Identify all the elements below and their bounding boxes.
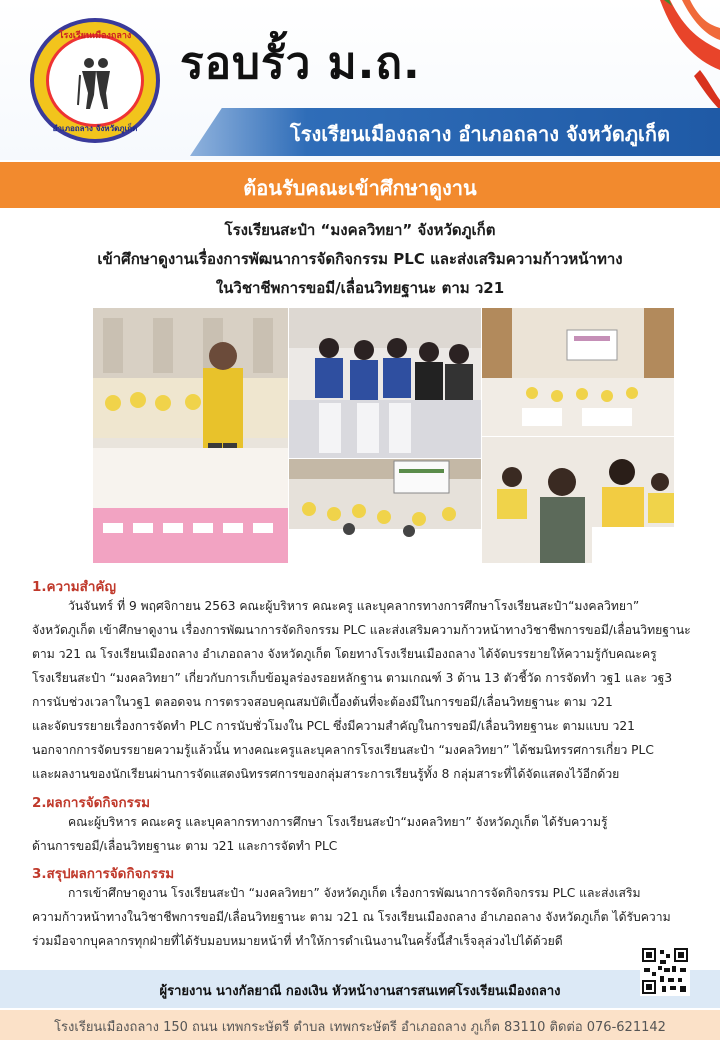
photo-audience-blue [289,308,481,458]
photo-presentation-screen [289,459,481,563]
text-line: วันจันทร์ ที่ 9 พฤศจิกายน 2563 คณะผู้บริหาร คณะครู และบุคลากรทางการศึกษาโรงเรียนสะป๋า“มงคลวิทยา” [68,599,640,613]
photo-hall-projector [482,308,674,436]
photo-teachers-seated [482,437,674,563]
text-line: ด้านการขอมี/เลื่อนวิทยฐานะ ตาม ว21 และการจัดทำ PLC [32,839,338,853]
subtitle-line-2: เข้าศึกษาดูงานเรื่องการพัฒนาการจัดกิจกรรม PLC และส่งเสริมความก้าวหน้าทาง [97,250,623,268]
text-line: ร่วมมือจากบุคลากรทุกฝ่ายที่ได้รับมอบหมายหน้าที่ ทำให้การดำเนินงานในครั้งนี้สำเร็จลุล่วงไปได้ด้วยดี [32,934,563,948]
qr-code-icon[interactable] [640,946,690,996]
section-body-summary [32,881,696,953]
section-body-results [32,810,696,858]
section-heading-results: 2.ผลการจัดกิจกรรม [32,795,151,811]
text-line: การเข้าศึกษาดูงาน โรงเรียนสะป๋า “มงคลวิทยา” จังหวัดภูเก็ต เรื่องการพัฒนาการจัดกิจกรรม PLC และส่งเสริม [68,886,641,900]
text-line: การนับช่วงเวลาในวฐ1 ตลอดจน การตรวจสอบคุณสมบัติเบื้องต้นที่จะต้องมีในการขอมี/เลื่อนวิทยฐานะ ตาม ว21 [32,695,613,709]
school-address: โรงเรียนเมืองถลาง 150 ถนน เทพกระษัตรี ตำบล เทพกระษัตรี อำเภอถลาง ภูเก็ต 83110 ติดต่อ 076-621142 [54,1020,666,1035]
text-line: และผลงานของนักเรียนผ่านการจัดแสดงนิทรรศการของกลุ่มสาระการเรียนรู้ทั้ง 8 กลุ่มสาระที่ได้จัดแสดงไว้อีกด้วย [32,767,620,781]
text-line: และจัดบรรยายเรื่องการจัดทำ PLC การนับชั่วโมงใน PCL ซึ่งมีความสำคัญในการขอมี/เลื่อนวิทยฐานะ ตามแบบ ว21 [32,719,635,733]
subtitle-line-1: โรงเรียนสะป๋า “มงคลวิทยา” จังหวัดภูเก็ต [224,221,496,239]
text-line: โรงเรียนสะป๋า “มงคลวิทยา” เกี่ยวกับการเก็บข้อมูลร่องรอยหลักฐาน ตามเกณฑ์ 3 ด้าน 13 ตัวชี้วัด การจัดทำ วฐ1 และ วฐ3 [32,671,673,685]
chili-decoration-icon [630,0,720,110]
section-heading-importance: 1.ความสำคัญ [32,579,116,595]
text-line: คณะผู้บริหาร คณะครู และบุคลากรทางการศึกษา โรงเรียนสะป๋า“มงคลวิทยา” จังหวัดภูเก็ต ได้รับความรู้ [68,815,608,829]
school-name: โรงเรียนเมืองถลาง อำเภอถลาง จังหวัดภูเก็ต [290,122,670,146]
headline: ต้อนรับคณะเข้าศึกษาดูงาน [243,176,477,200]
reporter-credit: ผู้รายงาน นางกัลยาณี กองเงิน หัวหน้างานสารสนเทศโรงเรียนเมืองถลาง [159,984,561,999]
logo-figures-icon [76,55,116,111]
subtitle-line-3: ในวิชาชีพการขอมี/เลื่อนวิทยฐานะ ตาม ว21 [215,279,505,297]
logo-text-bottom: อำเภอถลาง จังหวัดภูเก็ต [52,124,138,133]
text-line: จังหวัดภูเก็ต เข้าศึกษาดูงาน เรื่องการพัฒนาการจัดกิจกรรม PLC และส่งเสริมความก้าวหน้าทางวิชาชีพการขอมี/เลื่อนวิทยฐานะ [32,623,691,637]
text-line: ความก้าวหน้าทางในวิชาชีพการขอมี/เลื่อนวิทยฐานะ ตาม ว21 ณ โรงเรียนเมืองถลาง อำเภอถลาง จังหวัดภูเก็ต ได้รับความ [32,910,671,924]
newsletter-title: รอบรั้ว ม.ถ. [180,38,421,89]
text-line: นอกจากการจัดบรรยายความรู้แล้วนั้น ทางคณะครูและบุคลากรโรงเรียนสะป๋า “มงคลวิทยา” ได้ชมนิทรรศการเกี่ยว PLC [32,743,654,757]
photo-speaker [93,308,288,563]
text-line: ตาม ว21 ณ โรงเรียนเมืองถลาง อำเภอถลาง จังหวัดภูเก็ต โดยทางโรงเรียนเมืองถลาง ได้จัดบรรยายให้ความรู้กับคณะครู [32,647,657,661]
logo-text-top: โรงเรียนเมืองถลาง [58,31,132,41]
school-logo [30,18,160,143]
section-heading-summary: 3.สรุปผลการจัดกิจกรรม [32,866,175,882]
section-body-importance [32,594,696,786]
